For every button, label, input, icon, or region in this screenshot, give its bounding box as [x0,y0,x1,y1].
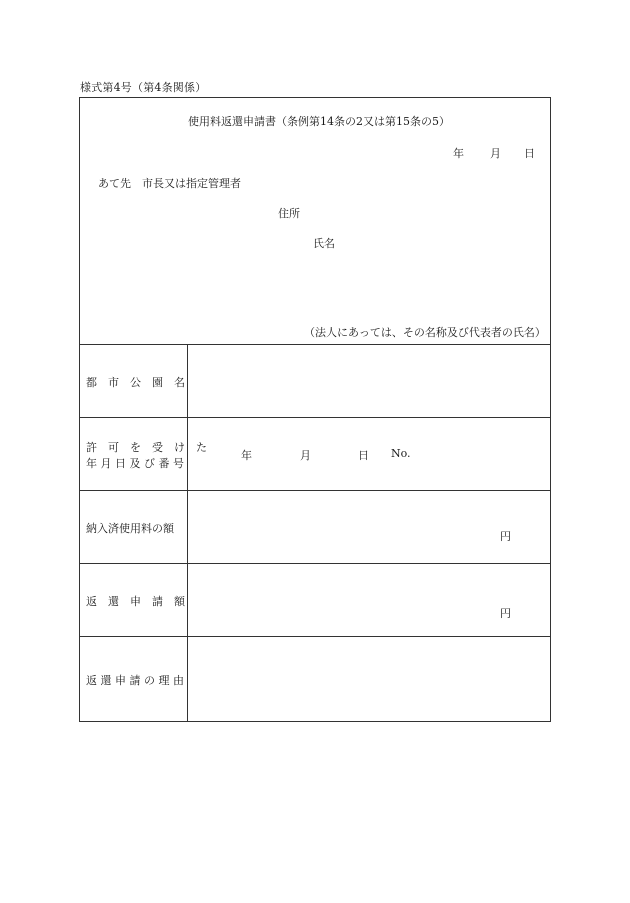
refund-amount-field[interactable] [188,564,550,636]
paid-fee-label-cell [80,491,188,563]
refund-reason-field[interactable] [188,637,550,721]
permit-label-line2: 年 月 日 及 び 番 号 [86,457,184,470]
refund-amount-label-cell [80,564,188,636]
paid-fee-label: 納入済使用料の額 [86,522,174,535]
applicant-address-label: 住所 [278,207,300,220]
permit-label-line1: 許 可 を 受 け た [86,441,207,454]
permit-label-cell [80,418,207,490]
refund-reason-row [80,637,550,721]
date-year-label: 年 [453,147,464,160]
form-number: 様式第4号（第4条関係） [80,81,207,94]
paid-fee-field[interactable] [188,491,550,563]
permit-number-label: No. [391,447,411,460]
refund-amount-yen-unit: 円 [500,607,511,620]
permit-year-label: 年 [241,449,252,462]
park-name-label: 都 市 公 園 名 [86,376,185,389]
form-header-section [80,98,550,345]
permit-month-label: 月 [300,449,311,462]
park-name-row [80,344,550,418]
document-title: 使用料返還申請書（条例第14条の2又は第15条の5） [188,115,450,128]
addressee-line: あて先 市長又は指定管理者 [98,177,241,190]
park-name-field[interactable] [188,344,550,417]
date-day-label: 日 [524,147,535,160]
refund-amount-label: 返 還 申 請 額 [86,595,185,608]
refund-application-form [79,97,551,722]
corporation-note: （法人にあっては、その名称及び代表者の氏名） [304,326,546,339]
paid-fee-row [80,491,550,564]
park-name-label-cell [80,344,188,417]
permit-row [80,418,550,491]
refund-reason-label: 返 還 申 請 の 理 由 [86,674,184,687]
date-month-label: 月 [490,147,501,160]
paid-fee-yen-unit: 円 [500,530,511,543]
permit-day-label: 日 [358,449,369,462]
refund-amount-row [80,564,550,637]
permit-date-number-field[interactable] [188,418,550,490]
refund-reason-label-cell [80,637,188,721]
applicant-name-label: 氏名 [313,237,335,250]
